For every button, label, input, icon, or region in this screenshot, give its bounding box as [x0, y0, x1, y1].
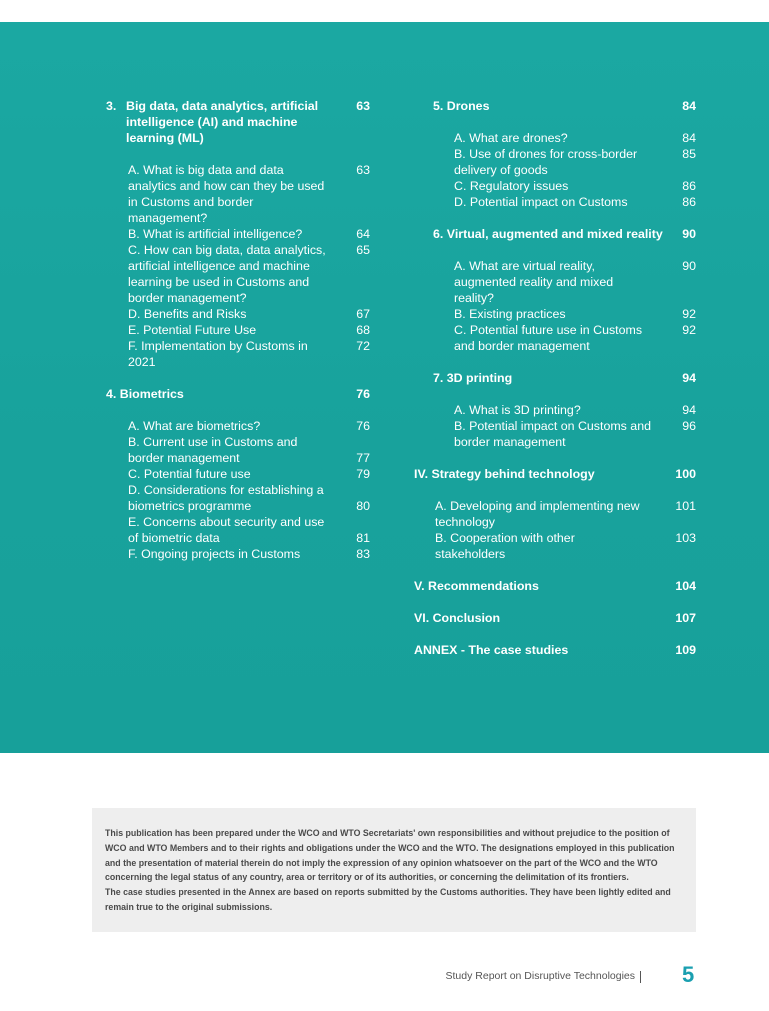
toc-entry-4f[interactable]: F. Ongoing projects in Customs 83 [128, 547, 370, 561]
toc-entry-4e[interactable]: E. Concerns about security and use of biometric data 81 [128, 515, 370, 545]
toc-entry-vr[interactable]: 6. Virtual, augmented and mixed reality 90 [433, 227, 696, 241]
toc-entry-4b[interactable]: B. Current use in Customs and border management 77 [128, 435, 370, 465]
toc-entry-big-data[interactable]: 3. Big data, data analytics, artificial intelligence (AI) and machine learning (ML) 63 [106, 99, 370, 145]
toc-entry-4c[interactable]: C. Potential future use 79 [128, 467, 370, 481]
disclaimer-text: This publication has been prepared under the WCO and WTO Secretariats' own responsibilities and without prejudice to the position of WCO and WTO Members and to their rights and obligations under the WCO and the WTO. The designations employed in this publication and the presentation of material therein do not imply the expression of any opinion whatsoever on the part of the WCO and the WTO concerning the legal status of any country, area or territory or of its authorities, or concerning the delimitation of its frontiers. The case studies presented in the Annex are based on reports submitted by the Customs authorities. They have been lightly edited and remain true to the original submissions. [105, 828, 675, 912]
toc-entry-biometrics[interactable]: 4. Biometrics 76 [106, 387, 370, 401]
toc-entry-3c[interactable]: C. How can big data, data analytics, artificial intelligence and machine learning be used in Customs and border management? 65 [128, 243, 370, 305]
toc-entry-3f[interactable]: F. Implementation by Customs in 2021 72 [128, 339, 370, 369]
toc-entry-4d[interactable]: D. Considerations for establishing a biometrics programme 80 [128, 483, 370, 513]
toc-entry-iva[interactable]: A. Developing and implementing new technology 101 [435, 499, 696, 529]
toc-entry-5b[interactable]: B. Use of drones for cross-border delivery of goods 85 [454, 147, 696, 177]
toc-entry-3a[interactable]: A. What is big data and data analytics and how can they be used in Customs and border management? 63 [128, 163, 370, 225]
toc-entry-annex[interactable]: ANNEX - The case studies 109 [414, 643, 696, 657]
disclaimer-box [92, 808, 696, 932]
toc-entry-6b[interactable]: B. Existing practices 92 [454, 307, 696, 321]
toc-entry-4a[interactable]: A. What are biometrics? 76 [128, 419, 370, 433]
page-number: 5 [682, 962, 695, 987]
toc-entry-ivb[interactable]: B. Cooperation with other stakeholders 103 [435, 531, 696, 561]
toc-entry-3e[interactable]: E. Potential Future Use 68 [128, 323, 370, 337]
toc-entry-5c[interactable]: C. Regulatory issues 86 [454, 179, 696, 193]
toc-entry-drones[interactable]: 5. Drones 84 [433, 99, 696, 113]
toc-entry-5a[interactable]: A. What are drones? 84 [454, 131, 696, 145]
toc-entry-3b[interactable]: B. What is artificial intelligence? 64 [128, 227, 370, 241]
toc-entry-5d[interactable]: D. Potential impact on Customs 86 [454, 195, 696, 209]
toc-right-column [414, 98, 696, 658]
toc-entry-conclusion[interactable]: VI. Conclusion 107 [414, 611, 696, 625]
toc-entry-strategy[interactable]: IV. Strategy behind technology 100 [414, 467, 696, 481]
footer-report-title: Study Report on Disruptive Technologies [445, 970, 635, 982]
toc-entry-7a[interactable]: A. What is 3D printing? 94 [454, 403, 696, 417]
toc-entry-6c[interactable]: C. Potential future use in Customs and border management 92 [454, 323, 696, 353]
toc-entry-6a[interactable]: A. What are virtual reality, augmented reality and mixed reality? 90 [454, 259, 696, 305]
toc-entry-3d-printing[interactable]: 7. 3D printing 94 [433, 371, 696, 385]
toc-entry-recommendations[interactable]: V. Recommendations 104 [414, 579, 696, 593]
toc-entry-3d[interactable]: D. Benefits and Risks 67 [128, 307, 370, 321]
footer-divider [640, 971, 641, 983]
toc-entry-7b[interactable]: B. Potential impact on Customs and border management 96 [454, 419, 696, 449]
toc-left-column [106, 98, 370, 562]
